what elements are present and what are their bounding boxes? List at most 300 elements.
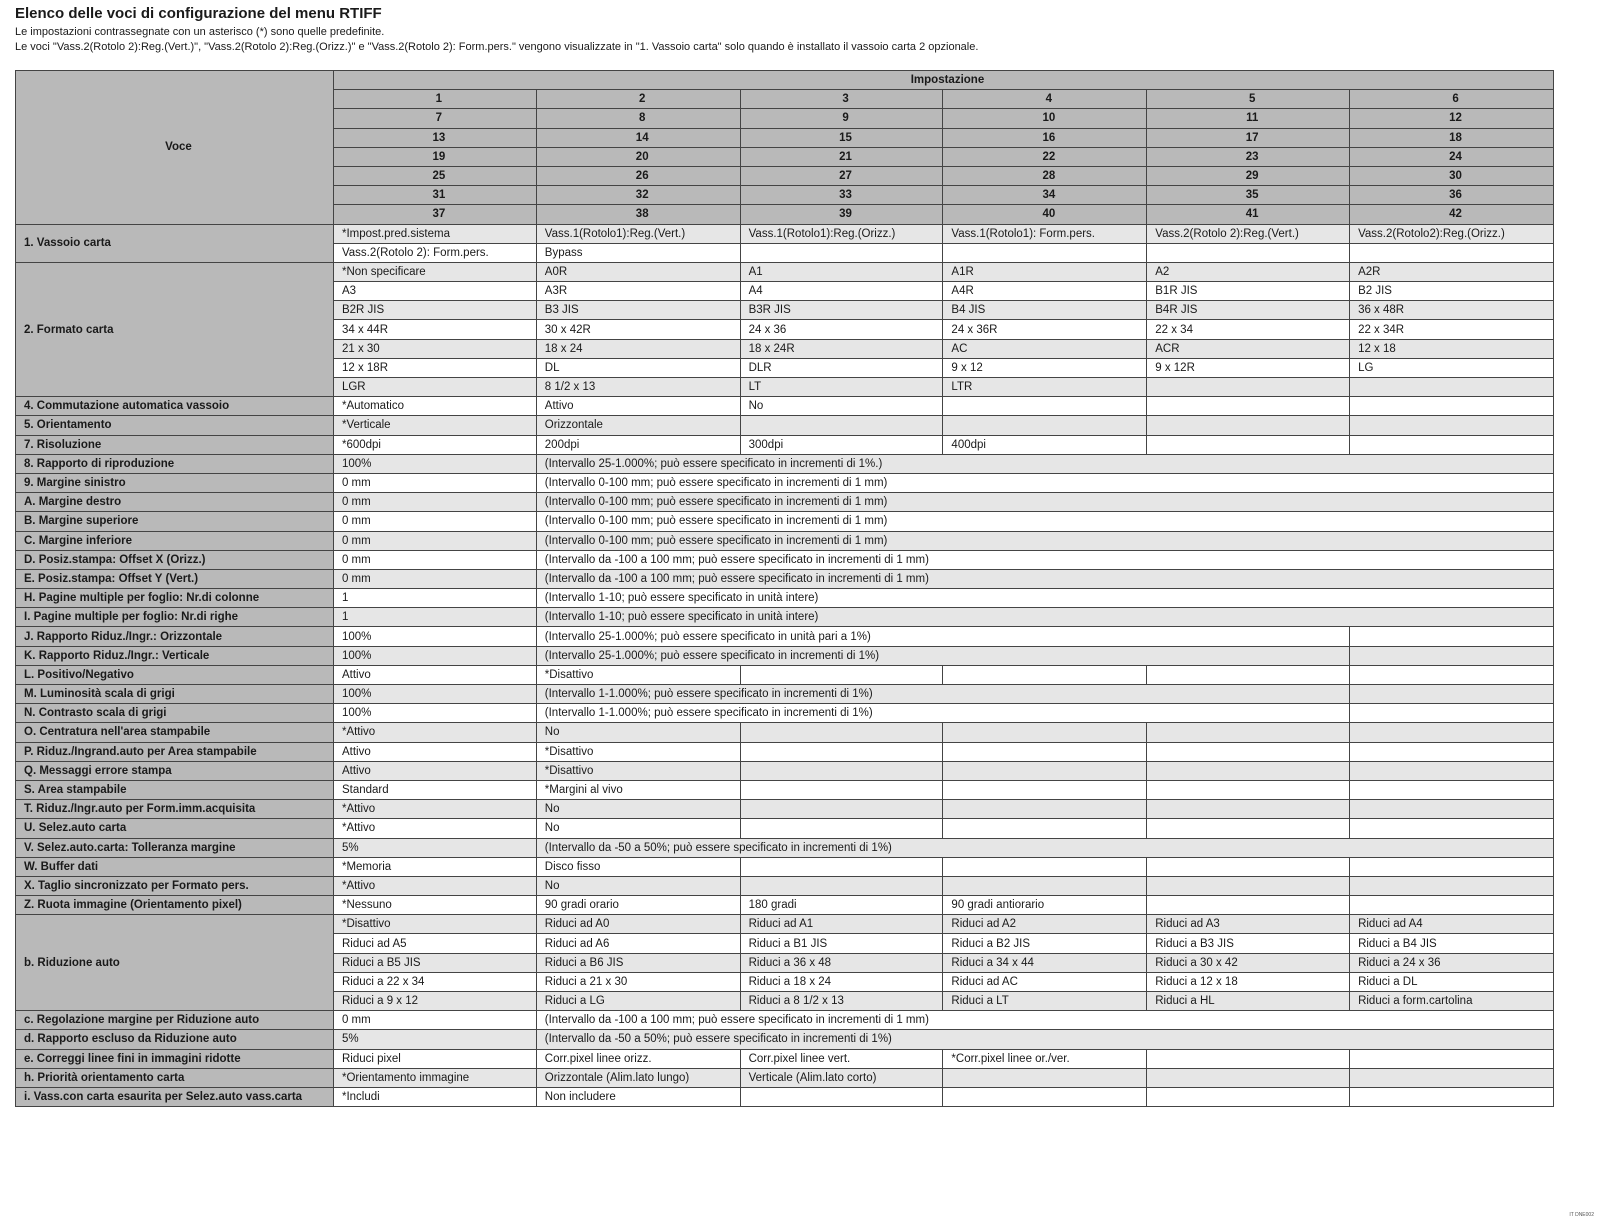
table-cell	[943, 665, 1147, 684]
table-cell: 34 x 44R	[333, 320, 536, 339]
table-row	[16, 704, 1554, 723]
table-cell: *Corr.pixel linee or./ver.	[943, 1049, 1147, 1068]
table-cell: 300dpi	[740, 435, 943, 454]
table-cell: Attivo	[536, 397, 740, 416]
setting-number: 11	[1147, 109, 1350, 128]
item-label: b. Riduzione auto	[16, 915, 334, 1011]
setting-number: 12	[1350, 109, 1554, 128]
item-label: Q. Messaggi errore stampa	[16, 761, 334, 780]
table-cell	[1350, 896, 1554, 915]
setting-number: 1	[333, 90, 536, 109]
document-code: IT DNE002	[1569, 1212, 1594, 1218]
table-cell	[1147, 1087, 1350, 1106]
table-cell: (Intervallo 25-1.000%; può essere specificato in incrementi di 1%)	[536, 646, 1349, 665]
table-cell	[740, 723, 943, 742]
table-cell: *Non specificare	[333, 262, 536, 281]
setting-number: 40	[943, 205, 1147, 224]
item-label: 7. Risoluzione	[16, 435, 334, 454]
item-label: O. Centratura nell'area stampabile	[16, 723, 334, 742]
table-cell	[1350, 800, 1554, 819]
table-row	[16, 838, 1554, 857]
table-cell: B3 JIS	[536, 301, 740, 320]
table-cell: Standard	[333, 780, 536, 799]
table-row	[16, 896, 1554, 915]
table-cell	[943, 857, 1147, 876]
table-cell	[740, 416, 943, 435]
table-cell: 0 mm	[333, 473, 536, 492]
table-cell: No	[536, 876, 740, 895]
item-label: N. Contrasto scala di grigi	[16, 704, 334, 723]
table-cell: 5%	[333, 1030, 536, 1049]
table-cell: LT	[740, 378, 943, 397]
table-cell: Riduci a 12 x 18	[1147, 972, 1350, 991]
table-cell: B2 JIS	[1350, 282, 1554, 301]
setting-number: 14	[536, 128, 740, 147]
item-label: 4. Commutazione automatica vassoio	[16, 397, 334, 416]
setting-number: 2	[536, 90, 740, 109]
table-cell: 30 x 42R	[536, 320, 740, 339]
table-cell: B1R JIS	[1147, 282, 1350, 301]
table-cell	[740, 243, 943, 262]
setting-number: 19	[333, 147, 536, 166]
item-label: i. Vass.con carta esaurita per Selez.auto vass.carta	[16, 1087, 334, 1106]
setting-number: 26	[536, 166, 740, 185]
item-label: H. Pagine multiple per foglio: Nr.di colonne	[16, 589, 334, 608]
table-cell: (Intervallo da -100 a 100 mm; può essere specificato in incrementi di 1 mm)	[536, 569, 1553, 588]
setting-number: 36	[1350, 186, 1554, 205]
table-cell: Riduci a 22 x 34	[333, 972, 536, 991]
item-label: 8. Rapporto di riproduzione	[16, 454, 334, 473]
table-cell	[1350, 723, 1554, 742]
table-cell: Riduci a B1 JIS	[740, 934, 943, 953]
table-cell: LTR	[943, 378, 1147, 397]
table-cell	[943, 1068, 1147, 1087]
table-cell: 90 gradi orario	[536, 896, 740, 915]
setting-number: 10	[943, 109, 1147, 128]
table-cell: 18 x 24	[536, 339, 740, 358]
table-row	[16, 608, 1554, 627]
table-cell: Riduci a B4 JIS	[1350, 934, 1554, 953]
table-row	[16, 857, 1554, 876]
table-cell: *Disattivo	[536, 665, 740, 684]
setting-number: 13	[333, 128, 536, 147]
table-row	[16, 473, 1554, 492]
table-cell: Vass.1(Rotolo1): Form.pers.	[943, 224, 1147, 243]
table-cell: *Automatico	[333, 397, 536, 416]
table-cell	[740, 1087, 943, 1106]
table-cell: No	[536, 800, 740, 819]
table-cell	[740, 780, 943, 799]
item-label: c. Regolazione margine per Riduzione auto	[16, 1011, 334, 1030]
table-row	[16, 915, 1554, 934]
item-label: h. Priorità orientamento carta	[16, 1068, 334, 1087]
table-cell: No	[740, 397, 943, 416]
table-cell: 0 mm	[333, 512, 536, 531]
table-cell: *600dpi	[333, 435, 536, 454]
table-cell: Riduci a 18 x 24	[740, 972, 943, 991]
table-cell: Riduci a 9 x 12	[333, 992, 536, 1011]
table-cell: DL	[536, 358, 740, 377]
setting-number: 16	[943, 128, 1147, 147]
table-cell: 5%	[333, 838, 536, 857]
table-cell	[740, 665, 943, 684]
table-row	[16, 723, 1554, 742]
table-cell	[1350, 378, 1554, 397]
table-cell: Riduci ad A4	[1350, 915, 1554, 934]
table-cell	[943, 742, 1147, 761]
table-cell: B3R JIS	[740, 301, 943, 320]
table-cell: Riduci a LT	[943, 992, 1147, 1011]
table-cell	[1350, 685, 1554, 704]
table-cell: LGR	[333, 378, 536, 397]
table-row	[16, 800, 1554, 819]
item-label: D. Posiz.stampa: Offset X (Orizz.)	[16, 550, 334, 569]
table-cell	[943, 819, 1147, 838]
table-cell: Riduci ad A6	[536, 934, 740, 953]
table-cell	[1350, 243, 1554, 262]
table-cell: B4R JIS	[1147, 301, 1350, 320]
table-row	[16, 1049, 1554, 1068]
table-cell: Riduci ad A3	[1147, 915, 1350, 934]
table-cell: A3	[333, 282, 536, 301]
table-cell	[1147, 800, 1350, 819]
table-cell: 1	[333, 608, 536, 627]
table-row	[16, 646, 1554, 665]
table-cell	[1350, 857, 1554, 876]
table-cell: (Intervallo 25-1.000%; può essere specificato in unità pari a 1%)	[536, 627, 1349, 646]
table-cell	[740, 857, 943, 876]
table-cell: (Intervallo 0-100 mm; può essere specificato in incrementi di 1 mm)	[536, 531, 1553, 550]
setting-number: 6	[1350, 90, 1554, 109]
table-cell: LG	[1350, 358, 1554, 377]
table-row	[16, 819, 1554, 838]
table-cell	[1147, 819, 1350, 838]
table-cell: 0 mm	[333, 493, 536, 512]
table-row	[16, 512, 1554, 531]
table-row	[16, 1068, 1554, 1087]
table-row	[16, 665, 1554, 684]
item-label: 1. Vassoio carta	[16, 224, 334, 262]
table-row	[16, 224, 1554, 243]
item-label: 2. Formato carta	[16, 262, 334, 396]
table-cell: 400dpi	[943, 435, 1147, 454]
table-cell: Attivo	[333, 742, 536, 761]
table-cell	[1350, 397, 1554, 416]
item-label: T. Riduz./Ingr.auto per Form.imm.acquisita	[16, 800, 334, 819]
table-cell: *Attivo	[333, 876, 536, 895]
setting-number: 34	[943, 186, 1147, 205]
table-cell	[1147, 723, 1350, 742]
table-cell	[943, 800, 1147, 819]
table-cell	[1350, 1087, 1554, 1106]
table-cell	[1350, 761, 1554, 780]
table-cell	[1147, 665, 1350, 684]
table-cell	[1147, 435, 1350, 454]
item-label: C. Margine inferiore	[16, 531, 334, 550]
setting-number: 39	[740, 205, 943, 224]
item-label: W. Buffer dati	[16, 857, 334, 876]
impostazione-header: Impostazione	[333, 71, 1553, 90]
setting-number: 30	[1350, 166, 1554, 185]
table-cell: 0 mm	[333, 531, 536, 550]
table-cell: Orizzontale (Alim.lato lungo)	[536, 1068, 740, 1087]
table-cell: ACR	[1147, 339, 1350, 358]
table-cell	[1350, 416, 1554, 435]
table-cell	[1350, 627, 1554, 646]
item-label: B. Margine superiore	[16, 512, 334, 531]
table-cell	[1147, 857, 1350, 876]
table-cell: *Disattivo	[536, 742, 740, 761]
table-cell: Riduci ad A5	[333, 934, 536, 953]
table-cell: (Intervallo 0-100 mm; può essere specificato in incrementi di 1 mm)	[536, 512, 1553, 531]
table-row	[16, 627, 1554, 646]
table-cell: (Intervallo da -50 a 50%; può essere specificato in incrementi di 1%)	[536, 838, 1553, 857]
table-cell	[1350, 1068, 1554, 1087]
table-cell: *Includi	[333, 1087, 536, 1106]
table-cell: 22 x 34R	[1350, 320, 1554, 339]
item-label: A. Margine destro	[16, 493, 334, 512]
table-cell	[1147, 780, 1350, 799]
setting-number: 3	[740, 90, 943, 109]
table-cell: B4 JIS	[943, 301, 1147, 320]
table-cell: B2R JIS	[333, 301, 536, 320]
table-cell	[943, 397, 1147, 416]
table-row	[16, 416, 1554, 435]
table-cell	[740, 800, 943, 819]
item-label: X. Taglio sincronizzato per Formato pers.	[16, 876, 334, 895]
table-cell	[740, 742, 943, 761]
item-label: I. Pagine multiple per foglio: Nr.di righe	[16, 608, 334, 627]
table-cell	[1147, 896, 1350, 915]
item-label: U. Selez.auto carta	[16, 819, 334, 838]
table-cell: Riduci a 30 x 42	[1147, 953, 1350, 972]
setting-number: 9	[740, 109, 943, 128]
table-cell: 0 mm	[333, 550, 536, 569]
table-cell: 100%	[333, 627, 536, 646]
table-cell: Riduci pixel	[333, 1049, 536, 1068]
setting-number: 29	[1147, 166, 1350, 185]
table-cell: *Attivo	[333, 819, 536, 838]
table-cell: 8 1/2 x 13	[536, 378, 740, 397]
table-row	[16, 780, 1554, 799]
table-cell: (Intervallo 0-100 mm; può essere specificato in incrementi di 1 mm)	[536, 473, 1553, 492]
table-cell	[1147, 243, 1350, 262]
table-cell: Vass.2(Rotolo 2): Form.pers.	[333, 243, 536, 262]
table-cell	[1147, 876, 1350, 895]
table-cell: DLR	[740, 358, 943, 377]
table-cell: *Memoria	[333, 857, 536, 876]
table-cell	[1147, 397, 1350, 416]
table-cell: Riduci a 21 x 30	[536, 972, 740, 991]
table-cell: Vass.2(Rotolo2):Reg.(Orizz.)	[1350, 224, 1554, 243]
setting-number: 24	[1350, 147, 1554, 166]
table-cell: A3R	[536, 282, 740, 301]
table-cell: 24 x 36	[740, 320, 943, 339]
table-cell	[943, 243, 1147, 262]
setting-number: 41	[1147, 205, 1350, 224]
table-cell: 9 x 12	[943, 358, 1147, 377]
table-cell: 90 gradi antiorario	[943, 896, 1147, 915]
table-cell: Bypass	[536, 243, 740, 262]
table-row	[16, 454, 1554, 473]
table-cell	[1350, 742, 1554, 761]
table-cell: A1	[740, 262, 943, 281]
table-cell: Riduci a LG	[536, 992, 740, 1011]
setting-number: 31	[333, 186, 536, 205]
item-label: 5. Orientamento	[16, 416, 334, 435]
table-cell: Verticale (Alim.lato corto)	[740, 1068, 943, 1087]
table-cell: *Disattivo	[536, 761, 740, 780]
setting-number: 37	[333, 205, 536, 224]
item-label: V. Selez.auto.carta: Tolleranza margine	[16, 838, 334, 857]
table-cell: (Intervallo 1-1.000%; può essere specificato in incrementi di 1%)	[536, 704, 1349, 723]
setting-number: 4	[943, 90, 1147, 109]
table-cell: (Intervallo da -100 a 100 mm; può essere specificato in incrementi di 1 mm)	[536, 550, 1553, 569]
table-row	[16, 1087, 1554, 1106]
table-row	[16, 397, 1554, 416]
table-cell	[1350, 665, 1554, 684]
voce-header: Voce	[16, 71, 334, 225]
table-row	[16, 876, 1554, 895]
table-cell: Riduci a 34 x 44	[943, 953, 1147, 972]
table-cell: 9 x 12R	[1147, 358, 1350, 377]
table-row	[16, 262, 1554, 281]
table-row	[16, 435, 1554, 454]
table-cell	[1147, 1049, 1350, 1068]
table-cell	[943, 761, 1147, 780]
setting-number: 15	[740, 128, 943, 147]
default-note: Le impostazioni contrassegnate con un asterisco (*) sono quelle predefinite.	[15, 26, 385, 38]
table-cell: 12 x 18	[1350, 339, 1554, 358]
table-row	[16, 761, 1554, 780]
table-cell: *Impost.pred.sistema	[333, 224, 536, 243]
table-cell	[1147, 761, 1350, 780]
setting-number: 22	[943, 147, 1147, 166]
table-cell: A2R	[1350, 262, 1554, 281]
table-cell: Riduci a 36 x 48	[740, 953, 943, 972]
table-cell: A0R	[536, 262, 740, 281]
table-cell: Disco fisso	[536, 857, 740, 876]
table-cell	[1350, 780, 1554, 799]
table-cell: (Intervallo 1-10; può essere specificato in unità intere)	[536, 589, 1553, 608]
page-title: Elenco delle voci di configurazione del menu RTIFF	[15, 5, 382, 22]
item-label: 9. Margine sinistro	[16, 473, 334, 492]
table-cell: *Disattivo	[333, 915, 536, 934]
table-cell	[1147, 742, 1350, 761]
setting-number: 33	[740, 186, 943, 205]
setting-number: 42	[1350, 205, 1554, 224]
table-cell: Corr.pixel linee vert.	[740, 1049, 943, 1068]
table-row	[16, 493, 1554, 512]
table-row	[16, 685, 1554, 704]
item-label: K. Rapporto Riduz./Ingr.: Verticale	[16, 646, 334, 665]
item-label: P. Riduz./Ingrand.auto per Area stampabile	[16, 742, 334, 761]
table-cell	[740, 876, 943, 895]
table-cell: A2	[1147, 262, 1350, 281]
table-cell: Corr.pixel linee orizz.	[536, 1049, 740, 1068]
table-cell: Riduci ad A0	[536, 915, 740, 934]
table-cell	[943, 416, 1147, 435]
table-cell	[1350, 876, 1554, 895]
setting-number: 38	[536, 205, 740, 224]
setting-number: 32	[536, 186, 740, 205]
table-cell: 18 x 24R	[740, 339, 943, 358]
table-cell	[943, 876, 1147, 895]
table-cell: Riduci a B3 JIS	[1147, 934, 1350, 953]
table-cell: 200dpi	[536, 435, 740, 454]
table-cell: 1	[333, 589, 536, 608]
table-cell: 22 x 34	[1147, 320, 1350, 339]
table-cell	[943, 780, 1147, 799]
item-label: E. Posiz.stampa: Offset Y (Vert.)	[16, 569, 334, 588]
table-cell: Riduci a 24 x 36	[1350, 953, 1554, 972]
table-cell	[1147, 416, 1350, 435]
table-cell: 0 mm	[333, 1011, 536, 1030]
item-label: S. Area stampabile	[16, 780, 334, 799]
table-cell: Riduci a B5 JIS	[333, 953, 536, 972]
setting-number: 5	[1147, 90, 1350, 109]
table-cell: 0 mm	[333, 569, 536, 588]
table-cell: 100%	[333, 454, 536, 473]
table-row	[16, 1011, 1554, 1030]
item-label: L. Positivo/Negativo	[16, 665, 334, 684]
table-cell: 12 x 18R	[333, 358, 536, 377]
table-cell: 21 x 30	[333, 339, 536, 358]
table-row	[16, 1030, 1554, 1049]
table-cell: No	[536, 723, 740, 742]
table-cell: A4R	[943, 282, 1147, 301]
table-cell: (Intervallo da -100 a 100 mm; può essere specificato in incrementi di 1 mm)	[536, 1011, 1553, 1030]
table-cell: Riduci a DL	[1350, 972, 1554, 991]
table-cell: Attivo	[333, 761, 536, 780]
table-cell: 36 x 48R	[1350, 301, 1554, 320]
table-cell: *Attivo	[333, 800, 536, 819]
item-label: e. Correggi linee fini in immagini ridotte	[16, 1049, 334, 1068]
table-cell: Riduci ad AC	[943, 972, 1147, 991]
table-cell: (Intervallo 25-1.000%; può essere specificato in incrementi di 1%.)	[536, 454, 1553, 473]
table-row	[16, 550, 1554, 569]
setting-number: 18	[1350, 128, 1554, 147]
table-cell	[1147, 378, 1350, 397]
table-cell: Riduci a B2 JIS	[943, 934, 1147, 953]
table-cell: Riduci a 8 1/2 x 13	[740, 992, 943, 1011]
setting-number: 17	[1147, 128, 1350, 147]
table-cell	[1350, 435, 1554, 454]
table-cell: No	[536, 819, 740, 838]
table-cell: Attivo	[333, 665, 536, 684]
table-cell	[1147, 1068, 1350, 1087]
table-cell: A4	[740, 282, 943, 301]
table-cell: Vass.2(Rotolo 2):Reg.(Vert.)	[1147, 224, 1350, 243]
table-cell: *Nessuno	[333, 896, 536, 915]
table-cell	[943, 1087, 1147, 1106]
table-cell	[1350, 704, 1554, 723]
table-cell: Vass.1(Rotolo1):Reg.(Orizz.)	[740, 224, 943, 243]
table-cell: (Intervallo 1-10; può essere specificato in unità intere)	[536, 608, 1553, 627]
setting-number: 23	[1147, 147, 1350, 166]
table-cell	[1350, 646, 1554, 665]
tray-note: Le voci "Vass.2(Rotolo 2):Reg.(Vert.)", "Vass.2(Rotolo 2):Reg.(Orizz.)" e "Vass.2(Rotolo 2): Form.pers." vengono visualizzate in "1. Vassoio carta" solo quando è installato il vassoio carta 2 opzionale.	[15, 41, 979, 53]
table-cell: 100%	[333, 704, 536, 723]
setting-number: 27	[740, 166, 943, 185]
table-cell: 100%	[333, 646, 536, 665]
item-label: M. Luminosità scala di grigi	[16, 685, 334, 704]
table-cell: Riduci ad A2	[943, 915, 1147, 934]
table-cell: *Orientamento immagine	[333, 1068, 536, 1087]
item-label: J. Rapporto Riduz./Ingr.: Orizzontale	[16, 627, 334, 646]
table-cell: *Attivo	[333, 723, 536, 742]
table-cell: (Intervallo 0-100 mm; può essere specificato in incrementi di 1 mm)	[536, 493, 1553, 512]
